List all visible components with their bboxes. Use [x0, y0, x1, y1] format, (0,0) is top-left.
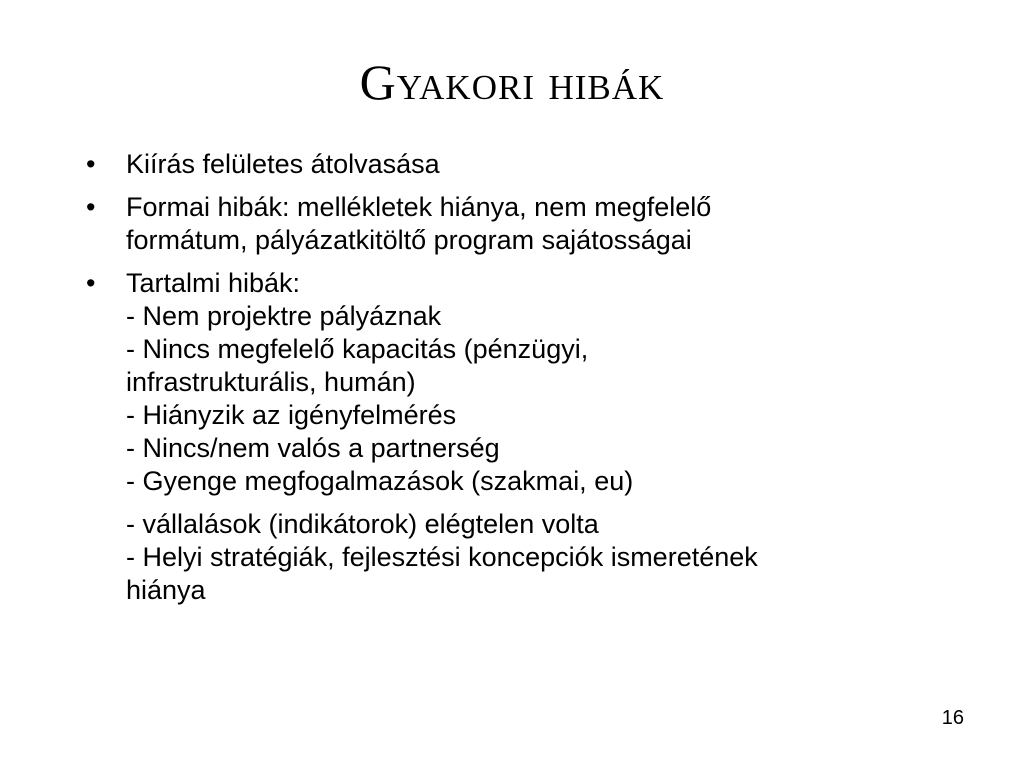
- continuation-text-line: - vállalások (indikátorok) elégtelen volta: [126, 509, 599, 539]
- bullet-text-line: formátum, pályázatkitöltő program sajátosságai: [126, 225, 692, 255]
- page-number: 16: [941, 707, 964, 729]
- bullet-text-line: infrastrukturális, humán): [126, 367, 416, 397]
- bullet-list: [0, 148, 960, 607]
- bullet-item-3: [0, 267, 960, 498]
- bullet-text-line: - Hiányzik az igényfelmérés: [126, 400, 457, 430]
- bullet-item-2: [0, 191, 960, 257]
- bullet-text-line: - Nem projektre pályáznak: [126, 301, 442, 331]
- bullet-text-line: - Nincs/nem valós a partnerség: [126, 433, 500, 463]
- continuation-text-line: - Helyi stratégiák, fejlesztési koncepciók ismeretének: [126, 542, 758, 572]
- bullet-text-line: Formai hibák: mellékletek hiánya, nem megfelelő: [126, 192, 712, 222]
- bullet-text-line: - Gyenge megfogalmazások (szakmai, eu): [126, 466, 634, 496]
- bullet-dot: •: [86, 149, 96, 179]
- continuation-text-line: hiánya: [126, 575, 206, 605]
- slide-title: Gyakori hibák: [359, 54, 665, 110]
- bullet-dot: •: [86, 192, 96, 222]
- continuation-paragraph: [0, 508, 960, 607]
- bullet-text-line: Kiírás felületes átolvasása: [126, 149, 440, 179]
- bullet-item-1: [0, 148, 960, 181]
- bullet-text-line: - Nincs megfelelő kapacitás (pénzügyi,: [126, 334, 589, 364]
- bullet-text-line: Tartalmi hibák:: [126, 268, 301, 298]
- bullet-dot: •: [86, 268, 96, 298]
